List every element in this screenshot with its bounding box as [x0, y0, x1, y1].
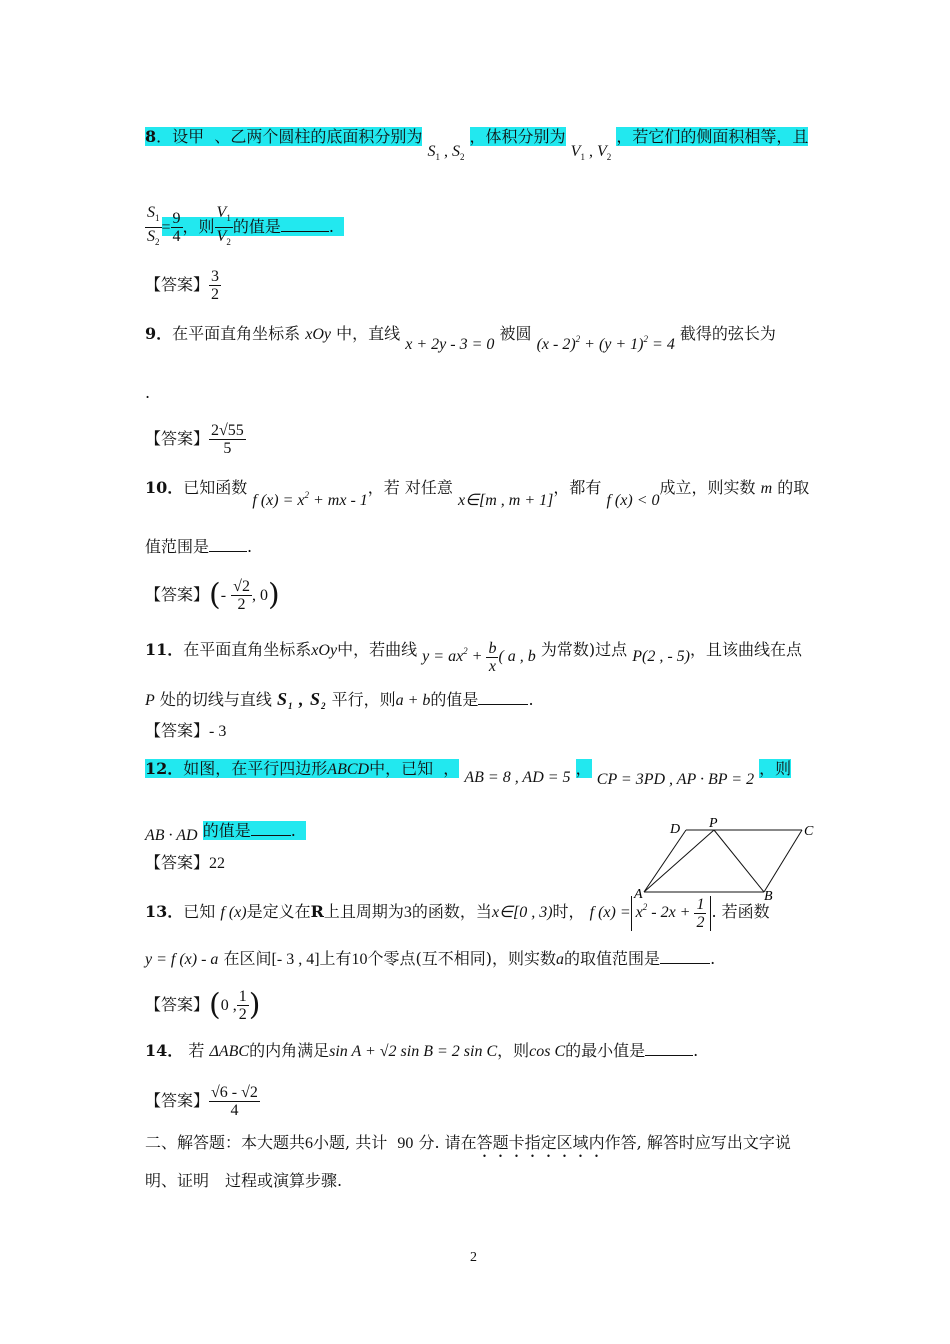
- question-11-line-2: P 处的切线与直线 $S_1$ , $S_2$ 平行，则a + b的值是 .: [145, 689, 534, 711]
- math-interval: x∈[m , m + 1]: [457, 492, 554, 509]
- text: 在区间: [223, 949, 272, 968]
- answer-blank: [209, 537, 247, 552]
- text: 在平面直角坐标系: [172, 324, 301, 343]
- math-v1-v2: $V_1$ , $V_2$: [570, 143, 612, 162]
- text: 、乙两个圆柱的底面积分别为: [214, 127, 423, 146]
- text: ，若它们的侧面积相等，且: [616, 127, 809, 146]
- math-line-equation: x + 2y - 3 = 0: [405, 336, 495, 353]
- math-abcd: ABCD: [327, 761, 370, 778]
- answer-label: 【答案】: [145, 1091, 210, 1110]
- answer-fraction: $\frac{1}{2}$: [238, 988, 247, 1023]
- text: ，则: [182, 217, 215, 236]
- number: 3: [403, 904, 412, 922]
- math-function: f $(x) = x^2$ + mx - 1: [252, 490, 368, 509]
- math-expression: AB · AD: [145, 827, 198, 844]
- answer-label: 【答案】: [145, 721, 210, 740]
- answer-fraction: $\frac{3}{2}$: [211, 268, 220, 303]
- text: 个零点(互不相同)，则实数: [367, 949, 557, 968]
- text: ，则: [759, 759, 792, 778]
- question-number: 10: [145, 478, 168, 497]
- segment-pb: [714, 830, 764, 892]
- label-p: P: [709, 816, 718, 831]
- text: 的函数，当: [411, 902, 492, 922]
- text: 的内角满足: [249, 1041, 330, 1060]
- question-14-line-1: 14． 若 ΔABC的内角满足sin A + √2 sin B = 2 sin C，则cos C的最小值是 .: [145, 1041, 699, 1060]
- math-range: [- 3 , 4]: [271, 951, 320, 968]
- text: 的最小值是: [565, 1041, 646, 1060]
- text: 的值是: [202, 821, 251, 840]
- text: 的值是: [232, 217, 281, 236]
- parallelogram-figure: [630, 812, 820, 902]
- text: ，则: [497, 1041, 530, 1060]
- math-cos-c: cos C: [529, 1043, 566, 1060]
- question-number: 11: [145, 640, 168, 660]
- text: .: [145, 383, 151, 402]
- math-s1-s2-symbol: $S_1$ , $S_2$: [276, 689, 327, 711]
- text: 上有: [319, 949, 352, 968]
- text: 为常数)过点: [540, 640, 628, 660]
- math-real-set: R: [310, 902, 324, 922]
- question-12-line-1: 12．如图，在平行四边形ABCD中，已知 ， AB = 8 , AD = 5 ， CP = 3PD , AP · BP = 2 ，则: [145, 759, 792, 788]
- answer-9: [145, 422, 246, 457]
- text: 二、解答题：本大题共: [145, 1133, 306, 1152]
- math-interval: x∈[0 , 3): [491, 904, 553, 922]
- label-a: A: [634, 887, 643, 902]
- fraction-v1-v2: $\frac{V_1}{V_2}$: [216, 204, 231, 247]
- answer-blank: [281, 217, 329, 232]
- text: 如图，在平行四边形: [183, 759, 328, 778]
- section-2-line-2: [145, 1170, 342, 1192]
- question-number: 14: [145, 1041, 168, 1060]
- fraction-s1-s2: $\frac{S_1}{S_2}$: [147, 204, 160, 247]
- text: 是定义在: [246, 902, 311, 922]
- math-y-equation: y = f (x) - a: [145, 951, 219, 968]
- text: ，体积分别为: [469, 127, 566, 146]
- answer-label: 【答案】: [145, 995, 210, 1014]
- math-sine-equation: sin A + √2 sin B = 2 sin C: [329, 1043, 498, 1060]
- page-number: 2: [470, 1250, 477, 1265]
- text: 上且周期为: [323, 902, 404, 922]
- math-vector-condition: CP = 3PD , AP · BP = 2: [596, 771, 755, 788]
- label-c: C: [804, 824, 814, 839]
- label-d: D: [670, 822, 681, 837]
- question-number: 13: [145, 902, 168, 922]
- question-11-line-1: 11．在平面直角坐标系xOy中，若曲线 $y = ax^2$ + $\frac{b}{x}$ ( a , b 为常数)过点 P(2 , - 5)，且该曲线在点: [145, 640, 803, 675]
- math-xoy: xOy: [305, 326, 332, 343]
- text: 设甲: [172, 127, 205, 146]
- text: ，若 对任意: [367, 478, 453, 497]
- text: ，且该曲线在点: [690, 640, 803, 660]
- question-number: 12: [145, 759, 168, 778]
- math-point: P(2 , - 5): [632, 648, 690, 666]
- math-lengths: AB = 8 , AD = 5: [464, 769, 571, 786]
- math-m: m: [760, 480, 773, 497]
- question-9-line-1: 9．在平面直角坐标系 xOy 中，直线 x + 2y - 3 = 0 被圆 $(x - 2)^2 + (y + 1)^2 = 4$ 截得的弦长为: [145, 324, 776, 353]
- math-curve: $y = ax^2$ + $\frac{b}{x}$ ( a , b: [422, 640, 536, 675]
- answer-label: 【答案】: [145, 429, 210, 448]
- question-number: 9: [145, 324, 157, 343]
- answer-fraction: $\frac{√6 - √2}{4}$: [211, 1084, 258, 1119]
- answer-10: 【答案】(- $\frac{√2}{2}$ , 0): [145, 577, 280, 613]
- text: 平行，则: [331, 690, 396, 709]
- text: 中，已知: [369, 759, 434, 778]
- number: 6: [305, 1135, 314, 1152]
- math-s1-s2: $S_1$ , $S_2$: [427, 143, 465, 162]
- answer-14: [145, 1084, 260, 1119]
- question-number: 8: [145, 127, 157, 146]
- edge-cb: [764, 830, 802, 892]
- number: 90: [397, 1135, 414, 1152]
- text: 的取值范围是: [564, 949, 661, 968]
- text: 中，若曲线: [337, 640, 418, 660]
- answer-label: 【答案】: [145, 585, 210, 604]
- answer-13: 【答案】(0 , $\frac{1}{2}$ ): [145, 987, 261, 1023]
- text: 的值是: [430, 690, 479, 709]
- question-10-line-2: 值范围是 .: [145, 537, 253, 556]
- answer-12: [145, 852, 225, 875]
- text: 若: [188, 1041, 205, 1060]
- math-fx: f (x): [220, 904, 247, 922]
- text: 小题, 共计: [313, 1133, 388, 1152]
- text: 明、证明 过程或演算步骤.: [145, 1171, 343, 1190]
- text: 分. 请在: [418, 1133, 477, 1152]
- text: 值范围是: [145, 537, 210, 556]
- answer-value: 22: [209, 855, 226, 872]
- answer-blank: [251, 821, 291, 836]
- text: 已知函数: [183, 478, 248, 497]
- text: . 若函数: [711, 902, 770, 922]
- math-a-plus-b: a + b: [395, 692, 431, 709]
- emphasized-text: 答题卡指定区域内: [476, 1133, 605, 1152]
- text: ，都有: [553, 478, 602, 497]
- text: 成立，则实数: [659, 478, 756, 497]
- answer-fraction: $\frac{2√55}{5}$: [211, 422, 244, 457]
- text: 的取: [777, 478, 810, 497]
- number: 10: [351, 951, 368, 968]
- math-xoy: xOy: [311, 642, 338, 660]
- text: 处的切线与直线: [159, 690, 272, 709]
- text: 时，: [552, 902, 585, 922]
- question-10-line-1: 10．已知函数 f $(x) = x^2$ + mx - 1，若 对任意 x∈[m , m + 1]，都有 f (x) < 0成立，则实数 m 的取: [145, 478, 810, 509]
- math-a: a: [556, 951, 565, 968]
- question-13-line-2: y = f (x) - a 在区间[- 3 , 4]上有10个零点(互不相同)，则实数a的取值范围是 .: [145, 949, 716, 968]
- question-13-line-1: 13．已知 f (x)是定义在R上且周期为3的函数，当x∈[0 , 3)时， f $(x) = x^2 - 2x$ + $\frac{1}{2}$ . 若函数: [145, 896, 770, 931]
- answer-8: [145, 268, 221, 303]
- answer-11: [145, 720, 226, 743]
- math-fx-definition: f $(x) = x^2 - 2x$ + $\frac{1}{2}$: [590, 904, 712, 921]
- text: 截得的弦长为: [679, 324, 776, 343]
- answer-value: - 3: [209, 723, 227, 740]
- answer-fraction: $\frac{√2}{2}$: [233, 578, 250, 613]
- text: 在平面直角坐标系: [183, 640, 312, 660]
- text: 被圆: [499, 324, 532, 343]
- answer-label: 【答案】: [145, 853, 210, 872]
- section-2-line-1: [145, 1132, 791, 1161]
- fraction-9-4: $\frac{9}{4}$: [172, 210, 181, 245]
- math-condition: f (x) < 0: [606, 492, 660, 509]
- segment-ap: [644, 830, 714, 892]
- label-b: B: [764, 889, 773, 902]
- text: 已知: [183, 902, 216, 922]
- question-12-line-2: AB · AD 的值是 .: [145, 821, 306, 844]
- answer-blank: [478, 690, 528, 705]
- math-triangle: ΔABC: [209, 1043, 250, 1060]
- answer-blank: [645, 1041, 693, 1056]
- answer-label: 【答案】: [145, 275, 210, 294]
- question-9-line-2: [145, 382, 150, 404]
- math-p: P: [145, 692, 155, 709]
- question-8-line-2: $\frac{S_1}{S_2}$ = $\frac{9}{4}$ ，则 $\frac{V_1}{V_2}$ 的值是 .: [145, 204, 344, 251]
- text: 中，直线: [336, 324, 401, 343]
- answer-blank: [660, 949, 710, 964]
- question-8-line-1: 8．设甲 、乙两个圆柱的底面积分别为 $S_1$ , $S_2$ ，体积分别为 $V_1$ , $V_2$ ，若它们的侧面积相等，且: [145, 127, 809, 162]
- math-circle-equation: $(x - 2)^2 + (y + 1)^2 = 4$: [536, 334, 675, 353]
- text: 作答, 解答时应写出文字说: [604, 1133, 791, 1152]
